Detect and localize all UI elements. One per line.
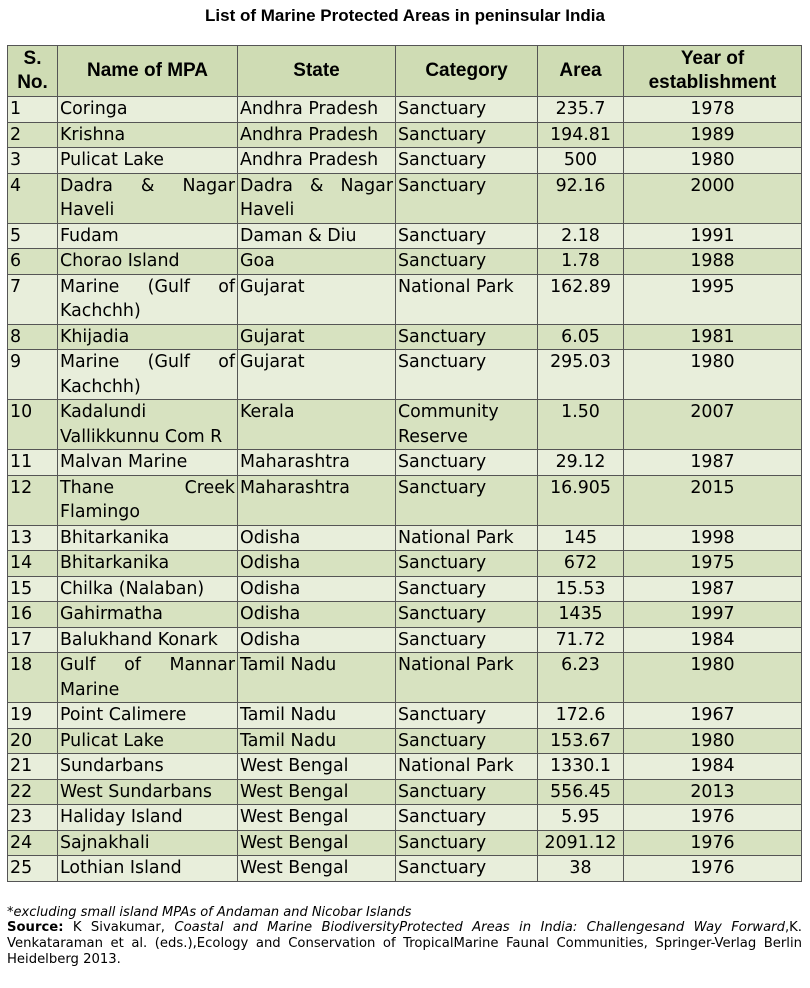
- table-row: [8, 249, 802, 275]
- cell-name: Chorao Island: [58, 249, 238, 275]
- cell-state: Gujarat: [238, 350, 396, 400]
- cell-state: Maharashtra: [238, 475, 396, 525]
- cell-area: 153.67: [538, 728, 624, 754]
- cell-area: 5.95: [538, 805, 624, 831]
- table-header-row: [8, 46, 802, 97]
- cell-name: Sajnakhali: [58, 830, 238, 856]
- table-row: [8, 525, 802, 551]
- cell-year: 2000: [624, 173, 802, 223]
- cell-name: Chilka (Nalaban): [58, 576, 238, 602]
- cell-category: Sanctuary: [396, 856, 538, 882]
- cell-sno: 14: [8, 551, 58, 577]
- table-body: [8, 97, 802, 882]
- table-row: [8, 602, 802, 628]
- cell-sno: 23: [8, 805, 58, 831]
- cell-year: 1976: [624, 805, 802, 831]
- cell-name: Sundarbans: [58, 754, 238, 780]
- cell-category: Sanctuary: [396, 627, 538, 653]
- cell-year: 1987: [624, 450, 802, 476]
- source-rest: ,K. Venkataraman et al. (eds.),Ecology and Conservation of TropicalMarine Faunal Communities, Springer-Verlag Berlin Heidelberg 2013.: [7, 920, 803, 967]
- cell-year: 1991: [624, 223, 802, 249]
- cell-sno: 13: [8, 525, 58, 551]
- cell-category: Sanctuary: [396, 350, 538, 400]
- header-year: Year of establishment: [624, 46, 802, 97]
- table-row: [8, 856, 802, 882]
- cell-name: West Sundarbans: [58, 779, 238, 805]
- cell-year: 1980: [624, 148, 802, 174]
- table-row: [8, 173, 802, 223]
- cell-category: Sanctuary: [396, 97, 538, 123]
- cell-state: Goa: [238, 249, 396, 275]
- cell-sno: 20: [8, 728, 58, 754]
- cell-area: 235.7: [538, 97, 624, 123]
- cell-year: 1997: [624, 602, 802, 628]
- cell-name: Marine (Gulf of Kachchh): [58, 274, 238, 324]
- cell-year: 1998: [624, 525, 802, 551]
- cell-sno: 8: [8, 324, 58, 350]
- cell-category: Sanctuary: [396, 576, 538, 602]
- cell-sno: 15: [8, 576, 58, 602]
- cell-area: 1435: [538, 602, 624, 628]
- cell-sno: 17: [8, 627, 58, 653]
- cell-name: Lothian Island: [58, 856, 238, 882]
- cell-year: 2015: [624, 475, 802, 525]
- cell-area: 6.05: [538, 324, 624, 350]
- cell-category: Sanctuary: [396, 148, 538, 174]
- table-row: [8, 274, 802, 324]
- cell-category: Sanctuary: [396, 122, 538, 148]
- cell-year: 1995: [624, 274, 802, 324]
- cell-sno: 4: [8, 173, 58, 223]
- cell-year: 1987: [624, 576, 802, 602]
- cell-area: 1.78: [538, 249, 624, 275]
- cell-category: Sanctuary: [396, 602, 538, 628]
- cell-sno: 24: [8, 830, 58, 856]
- table-row: [8, 653, 802, 703]
- cell-year: 1980: [624, 350, 802, 400]
- cell-name: Thane Creek Flamingo: [58, 475, 238, 525]
- cell-area: 29.12: [538, 450, 624, 476]
- cell-sno: 7: [8, 274, 58, 324]
- table-row: [8, 754, 802, 780]
- table-row: [8, 97, 802, 123]
- cell-sno: 25: [8, 856, 58, 882]
- cell-state: Odisha: [238, 627, 396, 653]
- cell-sno: 1: [8, 97, 58, 123]
- cell-area: 1330.1: [538, 754, 624, 780]
- cell-sno: 10: [8, 400, 58, 450]
- cell-area: 2.18: [538, 223, 624, 249]
- cell-sno: 19: [8, 703, 58, 729]
- cell-area: 162.89: [538, 274, 624, 324]
- cell-area: 2091.12: [538, 830, 624, 856]
- cell-area: 71.72: [538, 627, 624, 653]
- table-row: [8, 779, 802, 805]
- cell-category: National Park: [396, 274, 538, 324]
- cell-state: Maharashtra: [238, 450, 396, 476]
- cell-area: 672: [538, 551, 624, 577]
- cell-category: Sanctuary: [396, 728, 538, 754]
- table-row: [8, 830, 802, 856]
- footnote: *excluding small island MPAs of Andaman and Nicobar Islands: [7, 905, 412, 920]
- cell-area: 194.81: [538, 122, 624, 148]
- cell-sno: 5: [8, 223, 58, 249]
- cell-category: National Park: [396, 653, 538, 703]
- source-label: Source:: [7, 920, 64, 935]
- table-row: [8, 576, 802, 602]
- cell-name: Point Calimere: [58, 703, 238, 729]
- table-row: [8, 805, 802, 831]
- table-row: [8, 551, 802, 577]
- cell-name: Kadalundi Vallikkunnu Com R: [58, 400, 238, 450]
- cell-area: 145: [538, 525, 624, 551]
- cell-category: Sanctuary: [396, 173, 538, 223]
- cell-state: Andhra Pradesh: [238, 122, 396, 148]
- cell-sno: 11: [8, 450, 58, 476]
- table-row: [8, 324, 802, 350]
- table-row: [8, 627, 802, 653]
- cell-name: Balukhand Konark: [58, 627, 238, 653]
- cell-year: 1976: [624, 830, 802, 856]
- cell-state: Gujarat: [238, 324, 396, 350]
- header-category: Category: [396, 46, 538, 97]
- cell-state: West Bengal: [238, 856, 396, 882]
- cell-name: Khijadia: [58, 324, 238, 350]
- cell-area: 500: [538, 148, 624, 174]
- cell-year: 1975: [624, 551, 802, 577]
- table-row: [8, 122, 802, 148]
- mpa-table: [7, 45, 802, 882]
- cell-name: Bhitarkanika: [58, 551, 238, 577]
- cell-sno: 12: [8, 475, 58, 525]
- cell-category: Sanctuary: [396, 223, 538, 249]
- table-row: [8, 703, 802, 729]
- cell-state: Odisha: [238, 551, 396, 577]
- cell-name: Malvan Marine: [58, 450, 238, 476]
- cell-name: Pulicat Lake: [58, 728, 238, 754]
- cell-category: National Park: [396, 754, 538, 780]
- cell-year: 1984: [624, 627, 802, 653]
- cell-name: Fudam: [58, 223, 238, 249]
- header-sno: S. No.: [8, 46, 58, 97]
- cell-category: Sanctuary: [396, 779, 538, 805]
- cell-year: 1981: [624, 324, 802, 350]
- cell-name: Marine (Gulf of Kachchh): [58, 350, 238, 400]
- table-row: [8, 475, 802, 525]
- cell-name: Bhitarkanika: [58, 525, 238, 551]
- cell-year: 1984: [624, 754, 802, 780]
- cell-area: 15.53: [538, 576, 624, 602]
- cell-area: 172.6: [538, 703, 624, 729]
- cell-category: Sanctuary: [396, 551, 538, 577]
- cell-area: 92.16: [538, 173, 624, 223]
- cell-year: 2013: [624, 779, 802, 805]
- header-state: State: [238, 46, 396, 97]
- cell-category: Sanctuary: [396, 324, 538, 350]
- table-row: [8, 400, 802, 450]
- cell-sno: 3: [8, 148, 58, 174]
- cell-state: Andhra Pradesh: [238, 148, 396, 174]
- cell-state: Tamil Nadu: [238, 703, 396, 729]
- cell-name: Coringa: [58, 97, 238, 123]
- cell-category: Sanctuary: [396, 450, 538, 476]
- cell-name: Krishna: [58, 122, 238, 148]
- cell-area: 16.905: [538, 475, 624, 525]
- source-citation: [7, 920, 802, 968]
- table-row: [8, 450, 802, 476]
- cell-name: Haliday Island: [58, 805, 238, 831]
- cell-state: West Bengal: [238, 754, 396, 780]
- cell-area: 6.23: [538, 653, 624, 703]
- cell-sno: 9: [8, 350, 58, 400]
- cell-year: 2007: [624, 400, 802, 450]
- cell-sno: 18: [8, 653, 58, 703]
- header-name: Name of MPA: [58, 46, 238, 97]
- source-author: K Sivakumar,: [72, 920, 165, 935]
- cell-name: Pulicat Lake: [58, 148, 238, 174]
- cell-area: 1.50: [538, 400, 624, 450]
- table-row: [8, 728, 802, 754]
- cell-area: 556.45: [538, 779, 624, 805]
- cell-year: 1980: [624, 653, 802, 703]
- cell-category: Sanctuary: [396, 805, 538, 831]
- cell-name: Dadra & Nagar Haveli: [58, 173, 238, 223]
- cell-name: Gulf of Mannar Marine: [58, 653, 238, 703]
- cell-sno: 6: [8, 249, 58, 275]
- cell-state: Andhra Pradesh: [238, 97, 396, 123]
- cell-category: Sanctuary: [396, 830, 538, 856]
- cell-state: West Bengal: [238, 779, 396, 805]
- cell-state: Odisha: [238, 576, 396, 602]
- cell-state: West Bengal: [238, 805, 396, 831]
- table-row: [8, 148, 802, 174]
- cell-year: 1978: [624, 97, 802, 123]
- table-row: [8, 350, 802, 400]
- cell-state: Dadra & Nagar Haveli: [238, 173, 396, 223]
- cell-category: National Park: [396, 525, 538, 551]
- cell-category: Community Reserve: [396, 400, 538, 450]
- cell-area: 38: [538, 856, 624, 882]
- cell-state: Kerala: [238, 400, 396, 450]
- table-row: [8, 223, 802, 249]
- cell-area: 295.03: [538, 350, 624, 400]
- cell-year: 1989: [624, 122, 802, 148]
- header-area: Area: [538, 46, 624, 97]
- cell-category: Sanctuary: [396, 249, 538, 275]
- cell-year: 1980: [624, 728, 802, 754]
- cell-category: Sanctuary: [396, 703, 538, 729]
- cell-sno: 16: [8, 602, 58, 628]
- cell-state: Daman & Diu: [238, 223, 396, 249]
- cell-state: West Bengal: [238, 830, 396, 856]
- cell-state: Gujarat: [238, 274, 396, 324]
- cell-state: Tamil Nadu: [238, 653, 396, 703]
- page-title: List of Marine Protected Areas in peninsular India: [205, 6, 605, 25]
- cell-year: 1988: [624, 249, 802, 275]
- cell-year: 1967: [624, 703, 802, 729]
- cell-sno: 2: [8, 122, 58, 148]
- cell-state: Tamil Nadu: [238, 728, 396, 754]
- cell-name: Gahirmatha: [58, 602, 238, 628]
- cell-year: 1976: [624, 856, 802, 882]
- cell-sno: 22: [8, 779, 58, 805]
- cell-category: Sanctuary: [396, 475, 538, 525]
- cell-state: Odisha: [238, 602, 396, 628]
- cell-state: Odisha: [238, 525, 396, 551]
- cell-sno: 21: [8, 754, 58, 780]
- source-work: Coastal and Marine BiodiversityProtected Areas in India: Challengesand Way Forward: [174, 920, 785, 935]
